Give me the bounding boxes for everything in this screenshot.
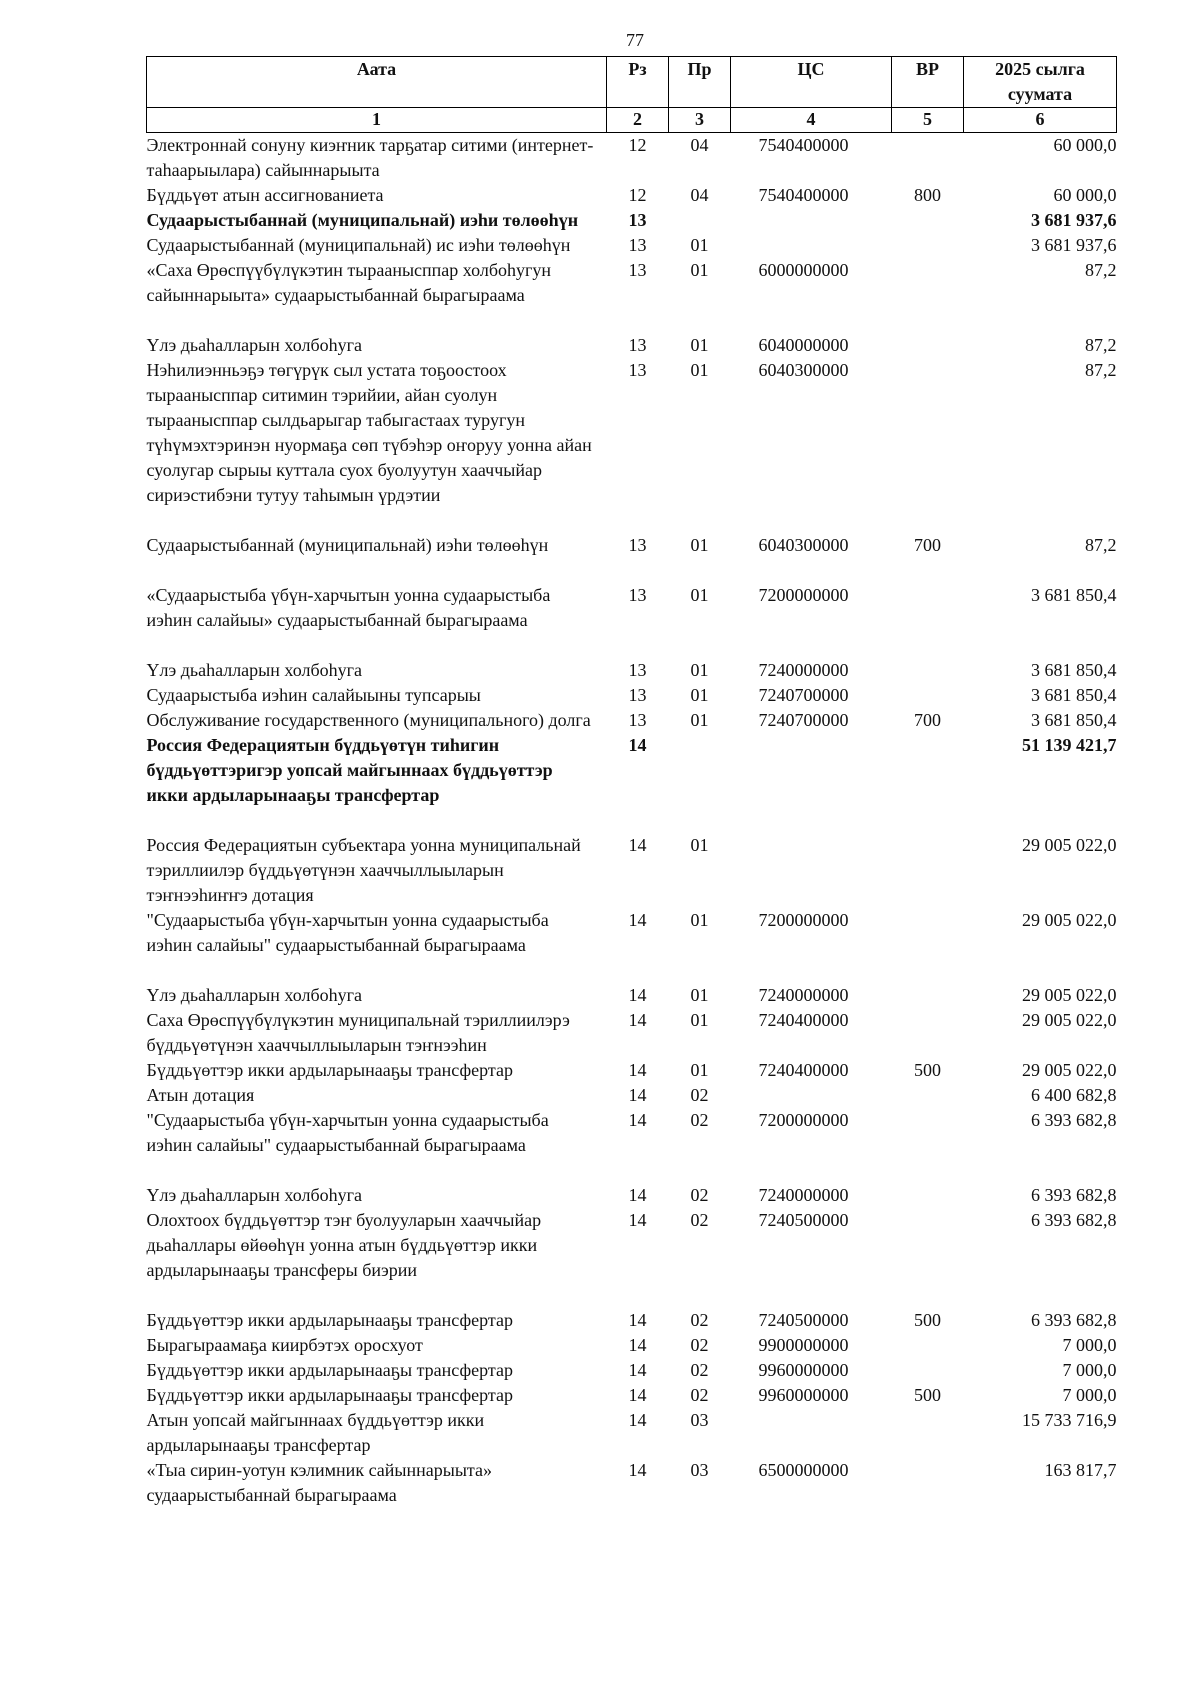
row-cs-code: 7240000000 bbox=[758, 660, 849, 680]
row-vr-code: 700 bbox=[914, 710, 941, 730]
table-row bbox=[147, 658, 1117, 683]
row-cs-code: 7540400000 bbox=[758, 185, 849, 205]
row-rz: 13 bbox=[628, 535, 647, 555]
row-cs-code: 7240500000 bbox=[758, 1310, 849, 1330]
table-row bbox=[147, 983, 1117, 1008]
row-amount: 87,2 bbox=[1085, 335, 1117, 355]
table-row bbox=[147, 208, 1117, 233]
row-vr-code: 500 bbox=[914, 1060, 941, 1080]
row-vr-code bbox=[892, 1008, 964, 1058]
table-header-row bbox=[147, 57, 1117, 108]
row-name: «Судаарыстыба үбүн-харчытын уонна судаарыстыба иэһин салайыы» судаарыстыбаннай бырагыраама bbox=[146, 585, 551, 630]
row-cs-code: 7240000000 bbox=[758, 1185, 849, 1205]
table-body bbox=[147, 133, 1117, 1509]
row-cs-code: 7200000000 bbox=[758, 1110, 849, 1130]
row-name: Бүддьүөттэр икки ардыларынааҕы трансфертар bbox=[146, 1310, 513, 1330]
row-amount: 7 000,0 bbox=[1062, 1335, 1117, 1355]
table-row bbox=[147, 258, 1117, 333]
row-name: Судаарыстыба иэһин салайыыны тупсарыы bbox=[146, 685, 481, 705]
row-name: Үлэ дьаһалларын холбоһуга bbox=[146, 660, 362, 680]
table-row bbox=[147, 233, 1117, 258]
row-pr: 04 bbox=[690, 185, 709, 205]
row-vr-code bbox=[892, 658, 964, 683]
row-cs-code: 7240500000 bbox=[758, 1210, 849, 1230]
row-amount: 7 000,0 bbox=[1062, 1385, 1117, 1405]
column-header-rz: Рз bbox=[607, 57, 669, 108]
row-pr: 02 bbox=[690, 1185, 709, 1205]
table-row bbox=[147, 533, 1117, 583]
table-row bbox=[147, 1308, 1117, 1333]
row-rz: 14 bbox=[628, 1185, 647, 1205]
row-pr: 01 bbox=[690, 585, 709, 605]
row-cs-code bbox=[731, 833, 892, 908]
table-row bbox=[147, 1058, 1117, 1083]
row-rz: 13 bbox=[628, 660, 647, 680]
row-cs-code: 7240000000 bbox=[758, 985, 849, 1005]
row-vr-code bbox=[892, 833, 964, 908]
row-name: «Саха Өрөспүүбүлүкэтин тыраанысппар холбоһугун сайыннарыыта» судаарыстыбаннай бырагыраама bbox=[146, 260, 552, 305]
row-amount: 29 005 022,0 bbox=[1022, 1060, 1117, 1080]
row-pr: 02 bbox=[690, 1385, 709, 1405]
column-number: 4 bbox=[731, 108, 892, 133]
row-vr-code bbox=[892, 1083, 964, 1108]
row-pr: 01 bbox=[690, 335, 709, 355]
row-pr bbox=[669, 208, 731, 233]
row-amount: 29 005 022,0 bbox=[1022, 985, 1117, 1005]
row-cs-code bbox=[731, 733, 892, 833]
row-name: "Судаарыстыба үбүн-харчытын уонна судаарыстыба иэһин салайыы" судаарыстыбаннай бырагыраама bbox=[146, 910, 549, 955]
row-pr: 01 bbox=[690, 835, 709, 855]
row-cs-code: 7240400000 bbox=[758, 1060, 849, 1080]
row-cs-code: 7200000000 bbox=[758, 910, 849, 930]
column-header-amount: 2025 сылга суумата bbox=[964, 57, 1117, 108]
row-cs-code: 6040300000 bbox=[758, 535, 849, 555]
column-number: 3 bbox=[669, 108, 731, 133]
row-rz: 13 bbox=[628, 235, 647, 255]
row-vr-code bbox=[892, 1183, 964, 1208]
row-name: Россия Федерациятын субъектара уонна муниципальнай тэриллиилэр бүддьүөтүнэн хааччыллыыларын тэҥнээһиҥҥэ дотация bbox=[146, 835, 581, 905]
row-name: Бүддьүөт атын ассигнованиета bbox=[146, 185, 384, 205]
row-name: Атын уопсай майгыннаах бүддьүөттэр икки ардыларынааҕы трансфертар bbox=[146, 1410, 485, 1455]
row-pr: 01 bbox=[690, 535, 709, 555]
row-vr-code: 500 bbox=[914, 1310, 941, 1330]
table-row bbox=[147, 708, 1117, 733]
column-number: 5 bbox=[892, 108, 964, 133]
column-number: 1 bbox=[147, 108, 607, 133]
row-cs-code bbox=[731, 1408, 892, 1458]
row-pr: 02 bbox=[690, 1110, 709, 1130]
column-number: 2 bbox=[607, 108, 669, 133]
row-name: "Судаарыстыба үбүн-харчытын уонна судаарыстыба иэһин салайыы" судаарыстыбаннай бырагыраама bbox=[146, 1110, 549, 1155]
row-cs-code: 7200000000 bbox=[758, 585, 849, 605]
row-pr: 01 bbox=[690, 1060, 709, 1080]
table-row bbox=[147, 733, 1117, 833]
row-pr: 02 bbox=[690, 1210, 709, 1230]
row-amount: 29 005 022,0 bbox=[1022, 1010, 1117, 1030]
row-pr: 02 bbox=[690, 1335, 709, 1355]
row-vr-code bbox=[892, 733, 964, 833]
page-number: 77 bbox=[626, 30, 644, 50]
row-amount: 87,2 bbox=[1085, 260, 1117, 280]
row-amount: 7 000,0 bbox=[1062, 1360, 1117, 1380]
row-rz: 14 bbox=[628, 1410, 647, 1430]
row-name: Үлэ дьаһалларын холбоһуга bbox=[146, 335, 362, 355]
row-pr: 02 bbox=[690, 1360, 709, 1380]
row-amount: 51 139 421,7 bbox=[1022, 735, 1117, 755]
row-rz: 14 bbox=[628, 1385, 647, 1405]
row-rz: 14 bbox=[628, 1085, 647, 1105]
row-rz: 14 bbox=[628, 1310, 647, 1330]
row-amount: 6 393 682,8 bbox=[1031, 1310, 1117, 1330]
table-row bbox=[147, 358, 1117, 533]
row-cs-code: 9900000000 bbox=[758, 1335, 849, 1355]
row-amount: 87,2 bbox=[1085, 535, 1117, 555]
table-row bbox=[147, 1333, 1117, 1358]
row-rz: 13 bbox=[628, 335, 647, 355]
row-vr-code: 800 bbox=[914, 185, 941, 205]
row-rz: 14 bbox=[628, 1060, 647, 1080]
row-vr-code bbox=[892, 1333, 964, 1358]
table-row bbox=[147, 683, 1117, 708]
row-name: Бүддьүөттэр икки ардыларынааҕы трансфертар bbox=[146, 1360, 513, 1380]
table-row bbox=[147, 1008, 1117, 1058]
row-amount: 3 681 937,6 bbox=[1031, 210, 1117, 230]
row-vr-code bbox=[892, 1108, 964, 1183]
table-row bbox=[147, 583, 1117, 658]
row-name: Судаарыстыбаннай (муниципальнай) ис иэһи төлөөһүн bbox=[146, 235, 571, 255]
row-cs-code: 7240700000 bbox=[758, 710, 849, 730]
row-name: Бүддьүөттэр икки ардыларынааҕы трансфертар bbox=[146, 1385, 513, 1405]
row-cs-code: 6500000000 bbox=[758, 1460, 849, 1480]
row-rz: 14 bbox=[628, 1335, 647, 1355]
row-vr-code bbox=[892, 133, 964, 184]
row-rz: 13 bbox=[628, 210, 647, 230]
row-cs-code: 6040300000 bbox=[758, 360, 849, 380]
table-row bbox=[147, 908, 1117, 983]
table-row bbox=[147, 1358, 1117, 1383]
column-header-vr: ВР bbox=[892, 57, 964, 108]
row-vr-code bbox=[892, 358, 964, 533]
row-name: Үлэ дьаһалларын холбоһуга bbox=[146, 985, 362, 1005]
row-amount: 3 681 850,4 bbox=[1031, 710, 1117, 730]
row-rz: 12 bbox=[628, 135, 647, 155]
column-header-name: Аата bbox=[147, 57, 607, 108]
row-amount: 3 681 937,6 bbox=[1031, 235, 1117, 255]
row-pr: 01 bbox=[690, 360, 709, 380]
row-cs-code: 7240400000 bbox=[758, 1010, 849, 1030]
row-cs-code: 9960000000 bbox=[758, 1385, 849, 1405]
row-amount: 29 005 022,0 bbox=[1022, 910, 1117, 930]
table-row bbox=[147, 1458, 1117, 1508]
row-rz: 13 bbox=[628, 585, 647, 605]
table-row bbox=[147, 1108, 1117, 1183]
row-name: Обслуживание государственного (муниципального) долга bbox=[146, 710, 591, 730]
table-row bbox=[147, 1183, 1117, 1208]
row-cs-code bbox=[731, 208, 892, 233]
row-amount: 60 000,0 bbox=[1053, 135, 1117, 155]
row-vr-code: 700 bbox=[914, 535, 941, 555]
row-name: Электроннай сонуну киэҥник тарҕатар ситими (интернет-таһаарыылара) сайыннарыыта bbox=[146, 135, 594, 180]
row-rz: 13 bbox=[628, 260, 647, 280]
row-pr: 01 bbox=[690, 1010, 709, 1030]
column-number: 6 bbox=[964, 108, 1117, 133]
row-pr: 01 bbox=[690, 685, 709, 705]
row-name: Россия Федерациятын бүддьүөтүн тиһигин бүддьүөттэригэр уопсай майгыннаах бүддьүөттэр икки ардыларынааҕы трансфертар bbox=[146, 735, 553, 805]
row-vr-code bbox=[892, 208, 964, 233]
row-rz: 14 bbox=[628, 985, 647, 1005]
row-cs-code: 7540400000 bbox=[758, 135, 849, 155]
row-pr: 01 bbox=[690, 710, 709, 730]
table-row bbox=[147, 183, 1117, 208]
row-name: Олохтоох бүддьүөттэр тэҥ буолууларын хааччыйар дьаһаллары өйөөһүн уонна атын бүддьүөттэр икки ардыларынааҕы трансферы биэрии bbox=[146, 1210, 542, 1280]
row-rz: 14 bbox=[628, 910, 647, 930]
row-rz: 14 bbox=[628, 1110, 647, 1130]
table-row bbox=[147, 1383, 1117, 1408]
row-pr: 03 bbox=[690, 1410, 709, 1430]
table-row bbox=[147, 1208, 1117, 1308]
row-cs-code: 6000000000 bbox=[758, 260, 849, 280]
row-name: Судаарыстыбаннай (муниципальнай) иэһи төлөөһүн bbox=[146, 535, 549, 555]
row-rz: 14 bbox=[628, 1460, 647, 1480]
row-rz: 14 bbox=[628, 835, 647, 855]
row-name: Саха Өрөспүүбүлүкэтин муниципальнай тэриллиилэрэ бүддьүөтүнэн хааччыллыыларын тэҥнээһин bbox=[146, 1010, 570, 1055]
row-pr: 03 bbox=[690, 1460, 709, 1480]
row-vr-code bbox=[892, 683, 964, 708]
row-rz: 13 bbox=[628, 685, 647, 705]
row-pr: 02 bbox=[690, 1310, 709, 1330]
row-cs-code bbox=[731, 233, 892, 258]
row-pr: 04 bbox=[690, 135, 709, 155]
table-row bbox=[147, 833, 1117, 908]
row-cs-code: 7240700000 bbox=[758, 685, 849, 705]
row-amount: 29 005 022,0 bbox=[1022, 835, 1117, 855]
row-pr: 01 bbox=[690, 910, 709, 930]
row-amount: 87,2 bbox=[1085, 360, 1117, 380]
table-row bbox=[147, 333, 1117, 358]
table-row bbox=[147, 133, 1117, 184]
row-amount: 6 393 682,8 bbox=[1031, 1185, 1117, 1205]
row-cs-code bbox=[731, 1083, 892, 1108]
row-amount: 3 681 850,4 bbox=[1031, 685, 1117, 705]
row-pr: 01 bbox=[690, 660, 709, 680]
budget-table bbox=[146, 56, 1117, 1508]
row-name: Бүддьүөттэр икки ардыларынааҕы трансфертар bbox=[146, 1060, 513, 1080]
row-name: Үлэ дьаһалларын холбоһуга bbox=[146, 1185, 362, 1205]
column-header-pr: Пр bbox=[669, 57, 731, 108]
row-cs-code: 6040000000 bbox=[758, 335, 849, 355]
row-vr-code bbox=[892, 983, 964, 1008]
row-name: Нэһилиэнньэҕэ төгүрүк сыл устата тоҕоостоох тыраанысппар ситимин тэрийии, айан суолун тыраанысппар сылдьарыгар табыгастаах туругун түһүмэхтэринэн нуормаҕа сөп түбэһэр оҥоруу уонна айан суолугар сырыы куттала суох буолуутун хааччыйар сириэстибэни тутуу таһымын үрдэтии bbox=[146, 360, 592, 505]
row-rz: 12 bbox=[628, 185, 647, 205]
row-rz: 14 bbox=[628, 1010, 647, 1030]
table-column-numbers-row bbox=[147, 108, 1117, 133]
row-vr-code bbox=[892, 1208, 964, 1308]
row-vr-code bbox=[892, 333, 964, 358]
row-vr-code bbox=[892, 1458, 964, 1508]
row-vr-code bbox=[892, 258, 964, 333]
row-rz: 14 bbox=[628, 735, 647, 755]
row-pr: 01 bbox=[690, 235, 709, 255]
row-amount: 6 393 682,8 bbox=[1031, 1210, 1117, 1230]
table-row bbox=[147, 1408, 1117, 1458]
row-rz: 13 bbox=[628, 360, 647, 380]
row-vr-code bbox=[892, 1358, 964, 1383]
row-vr-code: 500 bbox=[914, 1385, 941, 1405]
row-vr-code bbox=[892, 233, 964, 258]
row-vr-code bbox=[892, 908, 964, 983]
row-rz: 13 bbox=[628, 710, 647, 730]
row-name: Судаарыстыбаннай (муниципальнай) иэһи төлөөһүн bbox=[146, 210, 579, 230]
row-name: «Тыа сирин-уотун кэлимник сайыннарыыта» судаарыстыбаннай бырагыраама bbox=[146, 1460, 493, 1505]
row-rz: 14 bbox=[628, 1210, 647, 1230]
row-pr: 02 bbox=[690, 1085, 709, 1105]
row-rz: 14 bbox=[628, 1360, 647, 1380]
row-name: Атын дотация bbox=[146, 1085, 255, 1105]
row-name: Бырагыраамаҕа киирбэтэх оросхуот bbox=[146, 1335, 423, 1355]
row-amount: 60 000,0 bbox=[1053, 185, 1117, 205]
table-row bbox=[147, 1083, 1117, 1108]
row-cs-code: 9960000000 bbox=[758, 1360, 849, 1380]
row-amount: 3 681 850,4 bbox=[1031, 660, 1117, 680]
column-header-cs: ЦС bbox=[731, 57, 892, 108]
row-pr: 01 bbox=[690, 260, 709, 280]
row-vr-code bbox=[892, 583, 964, 658]
row-pr: 01 bbox=[690, 985, 709, 1005]
row-amount: 6 393 682,8 bbox=[1031, 1110, 1117, 1130]
row-amount: 3 681 850,4 bbox=[1031, 585, 1117, 605]
row-amount: 15 733 716,9 bbox=[1022, 1410, 1117, 1430]
row-amount: 6 400 682,8 bbox=[1031, 1085, 1117, 1105]
row-vr-code bbox=[892, 1408, 964, 1458]
row-pr bbox=[669, 733, 731, 833]
row-amount: 163 817,7 bbox=[1044, 1460, 1117, 1480]
